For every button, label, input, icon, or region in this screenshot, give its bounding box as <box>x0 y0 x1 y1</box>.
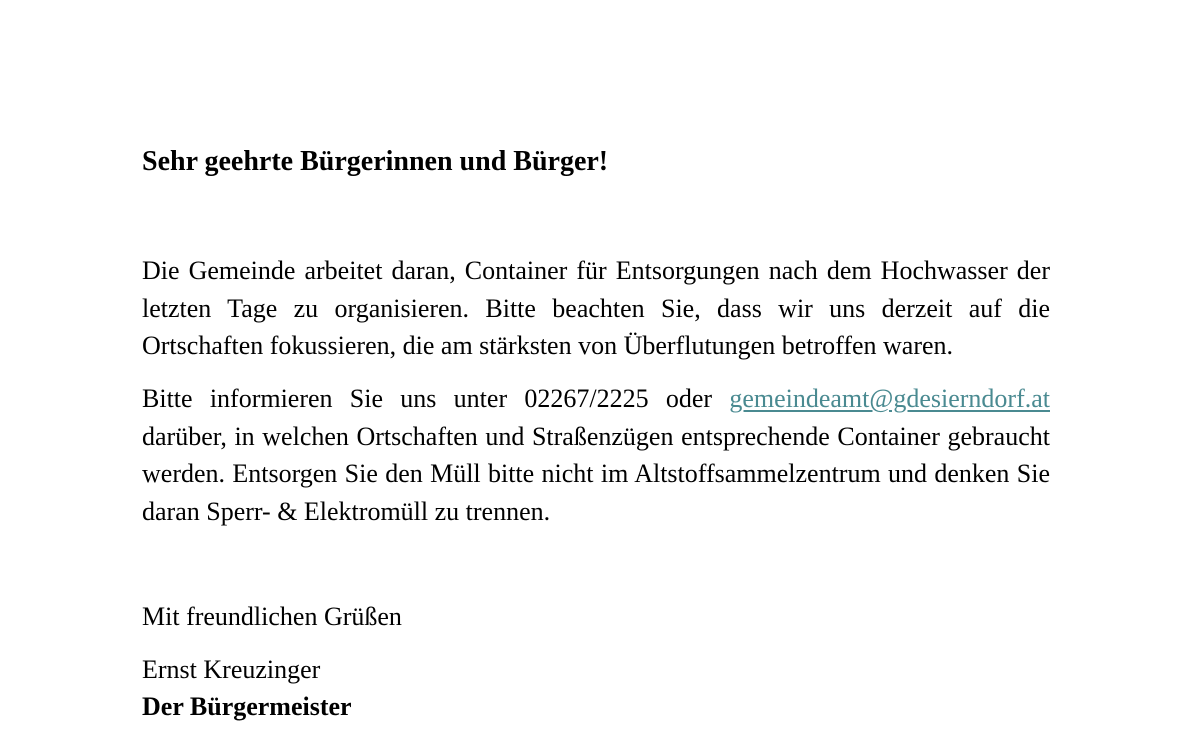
contact-text-after-email: darüber, in welchen Ortschaften und Straßenzügen entsprechende Container gebraucht werden. Entsorgen Sie den Müll bitte nicht im Altstoffsammelzentrum und denken Sie daran Sperr- & Elektromüll zu trennen. <box>142 421 1050 526</box>
signer-name: Ernst Kreuzinger <box>142 655 321 684</box>
signer-title: Der Bürgermeister <box>142 692 352 721</box>
contact-text-before-email: Bitte informieren Sie uns unter 02267/2225 oder <box>142 384 730 413</box>
greeting-heading: Sehr geehrte Bürgerinnen und Bürger! <box>142 146 609 177</box>
email-link[interactable]: gemeindeamt@gdesierndorf.at <box>729 384 1050 413</box>
paragraph-hochwasser: Die Gemeinde arbeitet daran, Container für Entsorgungen nach dem Hochwasser der letzten Tage zu organisieren. Bitte beachten Sie, dass wir uns derzeit auf die Ortschaften fokussieren, die am stärksten von Überflutungen betroffen waren. <box>142 256 1050 360</box>
paragraph-contact <box>142 380 1050 530</box>
closing-line: Mit freundlichen Grüßen <box>142 602 402 631</box>
